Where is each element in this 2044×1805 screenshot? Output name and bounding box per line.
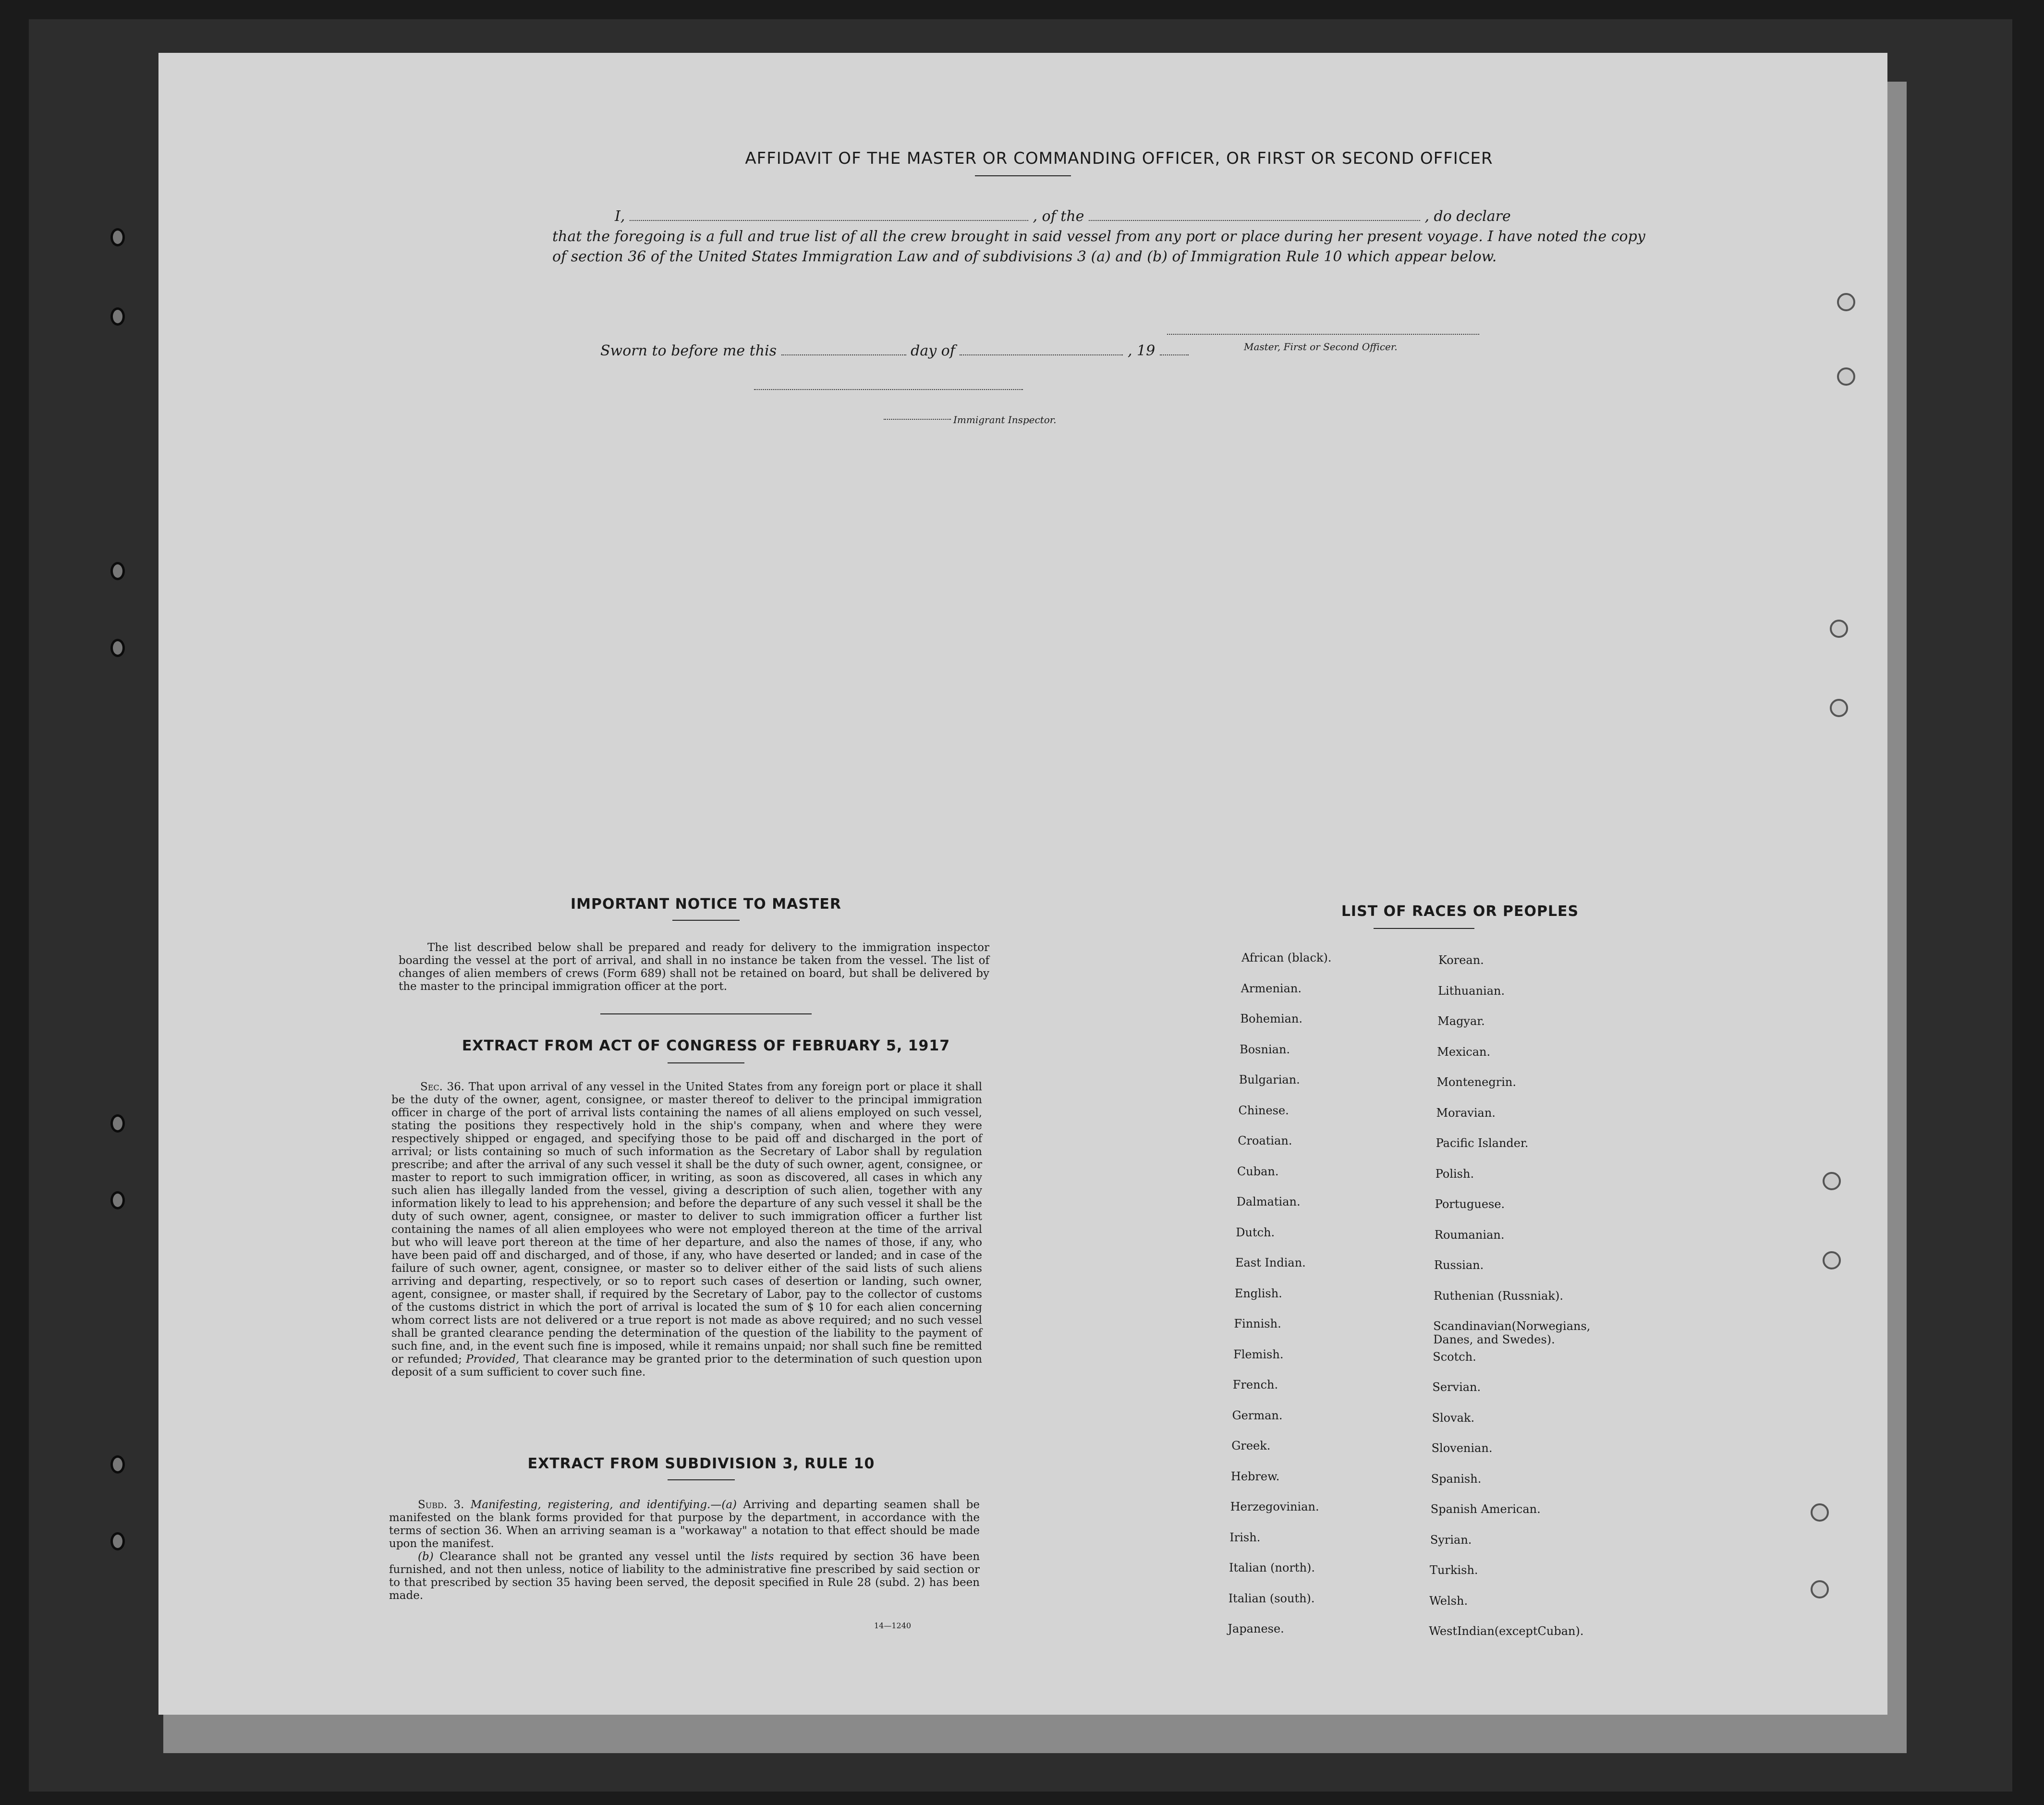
act-text — [391, 1081, 982, 1379]
rule-b-label: (b) — [418, 1550, 434, 1563]
master-signature-field[interactable] — [1167, 334, 1479, 335]
binder-ring-icon — [110, 228, 125, 246]
declarant-prefix: I, — [615, 208, 625, 225]
rule-text-a: Arriving and departing seamen shall be manifested on the blank forms provided for that purpose by the department, in accordance with the terms of section 36. When an arriving seaman is a "workaway" a notation to that effect should be made upon the manifest. — [389, 1499, 980, 1550]
race-item: Pacific Islander. — [1436, 1136, 1529, 1150]
race-item: Ruthenian (Russniak). — [1434, 1289, 1563, 1303]
punch-hole-icon — [1823, 1251, 1841, 1269]
declare-text: , do declare — [1424, 208, 1511, 225]
race-item: WestIndian(exceptCuban). — [1429, 1624, 1584, 1638]
race-item: Montenegrin. — [1436, 1075, 1516, 1089]
race-item: Bulgarian. — [1239, 1073, 1300, 1086]
punch-hole-icon — [1811, 1503, 1829, 1522]
races-heading: LIST OF RACES OR PEOPLES — [1341, 903, 1579, 920]
rule-text-b2: required by section 36 have been furnished, and not then unless, notice of liability to the administrative fine prescribed by said section or to that prescribed by section 35 having been served, the deposit specified in Rule 28 (subd. 2) has been made. — [389, 1550, 980, 1602]
race-item: Slovak. — [1432, 1411, 1475, 1425]
race-item: African (black). — [1241, 951, 1332, 964]
race-item: Russian. — [1434, 1258, 1484, 1272]
race-item: Spanish American. — [1430, 1502, 1541, 1516]
form-code: 14—1240 — [874, 1621, 912, 1630]
sworn-line — [600, 341, 1189, 359]
vessel-name-field[interactable] — [1089, 207, 1420, 221]
race-item: Herzegovinian. — [1230, 1500, 1319, 1513]
sworn-day-field[interactable] — [781, 341, 906, 355]
act-text-body: That upon arrival of any vessel in the United States from any foreign port or place it shall be the duty of the owner, agent, consignee, or master thereof to deliver to the principal immigration officer in charge of the port of arrival lists containing the names of all aliens employed on such vessel, stating the positions they respectively hold in the ship's company, when and where they were respectively shipped or engaged, and specifying those to be paid off and discharged in the port of arrival; or lists containing so much of such information as the Secretary of Labor shall by regulation prescribe; and after the arrival of any such vessel it shall be the duty of such owner, agent, consignee, or master to report to such immigration officer, in writing, as soon as discovered, all cases in which any such alien has illegally landed from the vessel, giving a description of such alien, together with any information likely to lead to his apprehension; and before the departure of any such vessel it shall be the duty of such owner, agent, consignee, or master to deliver to such immigration officer a further list containing the names of all alien employees who were not employed thereon at the time of the arrival but who will leave port thereon at the time of her departure, and also the names of those, if any, who have been paid off and discharged, and of those, if any, who have deserted or landed; and in case of the failure of such owner, agent, consignee, or master so to deliver either of the said lists of such aliens arriving and departing, respectively, or so to report such cases of desertion or landing, such owner, agent, consignee, or master shall, if required by the Secretary of Labor, pay to the collector of customs of the customs district in which the port of arrival is located the sum of $ 10 for each alien concerning whom correct lists are not delivered or a true report is not made as above required; and no such vessel shall be granted clearance pending the determination of the question of the liability to the payment of such fine, and, in the event such fine is imposed, while it remains unpaid; nor shall such fine be remitted or refunded; — [391, 1081, 983, 1366]
race-item: Moravian. — [1436, 1106, 1496, 1120]
binder-ring-icon — [110, 307, 125, 326]
rule-heading-rule — [668, 1479, 735, 1480]
declaration-body: that the foregoing is a full and true list of all the crew brought in said vessel from any port or place during her present voyage. I have noted the copy of section 36 of the United States Immigration Law and of subdivisions 3 (a) and (b) of Immigration Rule 10 which appear below. — [552, 228, 1645, 265]
race-item: Korean. — [1438, 953, 1484, 967]
inspector-signature-dots — [884, 419, 951, 420]
punch-hole-icon — [1837, 367, 1855, 386]
race-item: Dutch. — [1236, 1225, 1275, 1239]
document-page — [158, 53, 1887, 1715]
punch-hole-icon — [1830, 620, 1848, 638]
notice-text — [399, 941, 989, 993]
binder-ring-icon — [110, 562, 125, 580]
punch-hole-icon — [1823, 1172, 1841, 1190]
rule-text-b1: Clearance shall not be granted any vessel until the — [439, 1550, 745, 1563]
rule-subd-label: Subd. 3. — [418, 1499, 464, 1511]
section-divider — [600, 1013, 812, 1014]
act-section-label: Sec. 36. — [420, 1081, 465, 1093]
race-item: English. — [1234, 1286, 1282, 1300]
inspector-signature-field[interactable] — [754, 389, 1023, 390]
race-item: Finnish. — [1234, 1317, 1281, 1330]
race-item: Polish. — [1435, 1167, 1474, 1181]
race-item: Servian. — [1432, 1380, 1481, 1394]
binder-ring-icon — [110, 1191, 125, 1209]
race-item: Welsh. — [1429, 1594, 1468, 1608]
race-item: Dalmatian. — [1236, 1195, 1301, 1208]
race-item: German. — [1232, 1408, 1283, 1422]
race-item: Bohemian. — [1240, 1012, 1302, 1025]
act-heading: EXTRACT FROM ACT OF CONGRESS OF FEBRUARY 5, 1917 — [462, 1037, 950, 1054]
rule-heading: EXTRACT FROM SUBDIVISION 3, RULE 10 — [527, 1455, 875, 1472]
race-item: Portuguese. — [1435, 1197, 1505, 1211]
declaration-line — [552, 207, 1647, 227]
race-item: East Indian. — [1235, 1256, 1306, 1269]
rule-text-lists: lists — [751, 1550, 774, 1563]
punch-hole-icon — [1837, 293, 1855, 311]
sworn-prefix: Sworn to before me this — [600, 342, 777, 359]
race-item: Slovenian. — [1431, 1441, 1493, 1455]
affidavit-statement — [552, 207, 1647, 267]
race-item: Magyar. — [1437, 1014, 1485, 1028]
notice-heading: IMPORTANT NOTICE TO MASTER — [571, 896, 841, 913]
race-item: Turkish. — [1430, 1563, 1478, 1577]
rule-subd-title: Manifesting, registering, and identifying.—(a) — [470, 1499, 737, 1511]
act-heading-rule — [668, 1062, 744, 1063]
act-text-end: That clearance may be granted prior to the determination of such question upon deposit of a sum sufficient to cover such fine. — [391, 1353, 982, 1378]
title-underline — [975, 175, 1071, 176]
race-item: French. — [1232, 1378, 1278, 1391]
vessel-prefix: , of the — [1033, 208, 1084, 225]
punch-hole-icon — [1830, 699, 1848, 717]
race-item: Greek. — [1231, 1439, 1271, 1452]
declarant-name-field[interactable] — [630, 207, 1028, 221]
race-item: Flemish. — [1233, 1347, 1284, 1361]
race-item: Lithuanian. — [1438, 984, 1505, 998]
race-item: Scotch. — [1433, 1350, 1476, 1364]
master-caption: Master, First or Second Officer. — [1244, 341, 1398, 353]
sworn-month-field[interactable] — [960, 341, 1123, 355]
affidavit-title: AFFIDAVIT OF THE MASTER OR COMMANDING OFFICER, OR FIRST OR SECOND OFFICER — [745, 149, 1493, 168]
race-item: Italian (south). — [1228, 1591, 1315, 1605]
sworn-day-label: day of — [911, 342, 955, 359]
race-item: Roumanian. — [1434, 1228, 1505, 1242]
rule-text — [389, 1499, 980, 1602]
race-item: Armenian. — [1241, 981, 1302, 995]
sworn-year-label: , 19 — [1127, 342, 1156, 359]
binder-ring-icon — [110, 1114, 125, 1133]
inspector-caption: Immigrant Inspector. — [953, 414, 1057, 426]
binder-ring-icon — [110, 1532, 125, 1550]
race-item: Croatian. — [1238, 1134, 1292, 1147]
race-item: Chinese. — [1238, 1103, 1289, 1117]
race-item: Spanish. — [1431, 1472, 1482, 1486]
notice-text-body: The list described below shall be prepared and ready for delivery to the immigration inspector boarding the vessel at the port of arrival, and shall in no instance be taken from the vessel. The list of changes of alien members of crews (Form 689) shall not be retained on board, but shall be delivered by the master to the principal immigration officer at the port. — [399, 941, 989, 993]
race-item: Bosnian. — [1240, 1042, 1290, 1056]
race-item: Cuban. — [1237, 1164, 1279, 1178]
binder-ring-icon — [110, 1455, 125, 1474]
races-heading-rule — [1374, 928, 1474, 929]
race-item: Irish. — [1229, 1530, 1261, 1544]
notice-heading-rule — [672, 920, 740, 921]
race-item: Italian (north). — [1229, 1561, 1315, 1574]
binder-ring-icon — [110, 639, 125, 657]
sworn-year-field[interactable] — [1160, 341, 1189, 355]
race-item: Mexican. — [1437, 1045, 1491, 1059]
race-item: Japanese. — [1228, 1622, 1284, 1635]
race-item: Scandinavian(Norwegians, Danes, and Swedes). — [1433, 1319, 1591, 1346]
race-item: Hebrew. — [1230, 1469, 1280, 1483]
race-item: Syrian. — [1430, 1533, 1472, 1547]
punch-hole-icon — [1811, 1580, 1829, 1598]
act-provided-label: Provided, — [466, 1353, 520, 1366]
